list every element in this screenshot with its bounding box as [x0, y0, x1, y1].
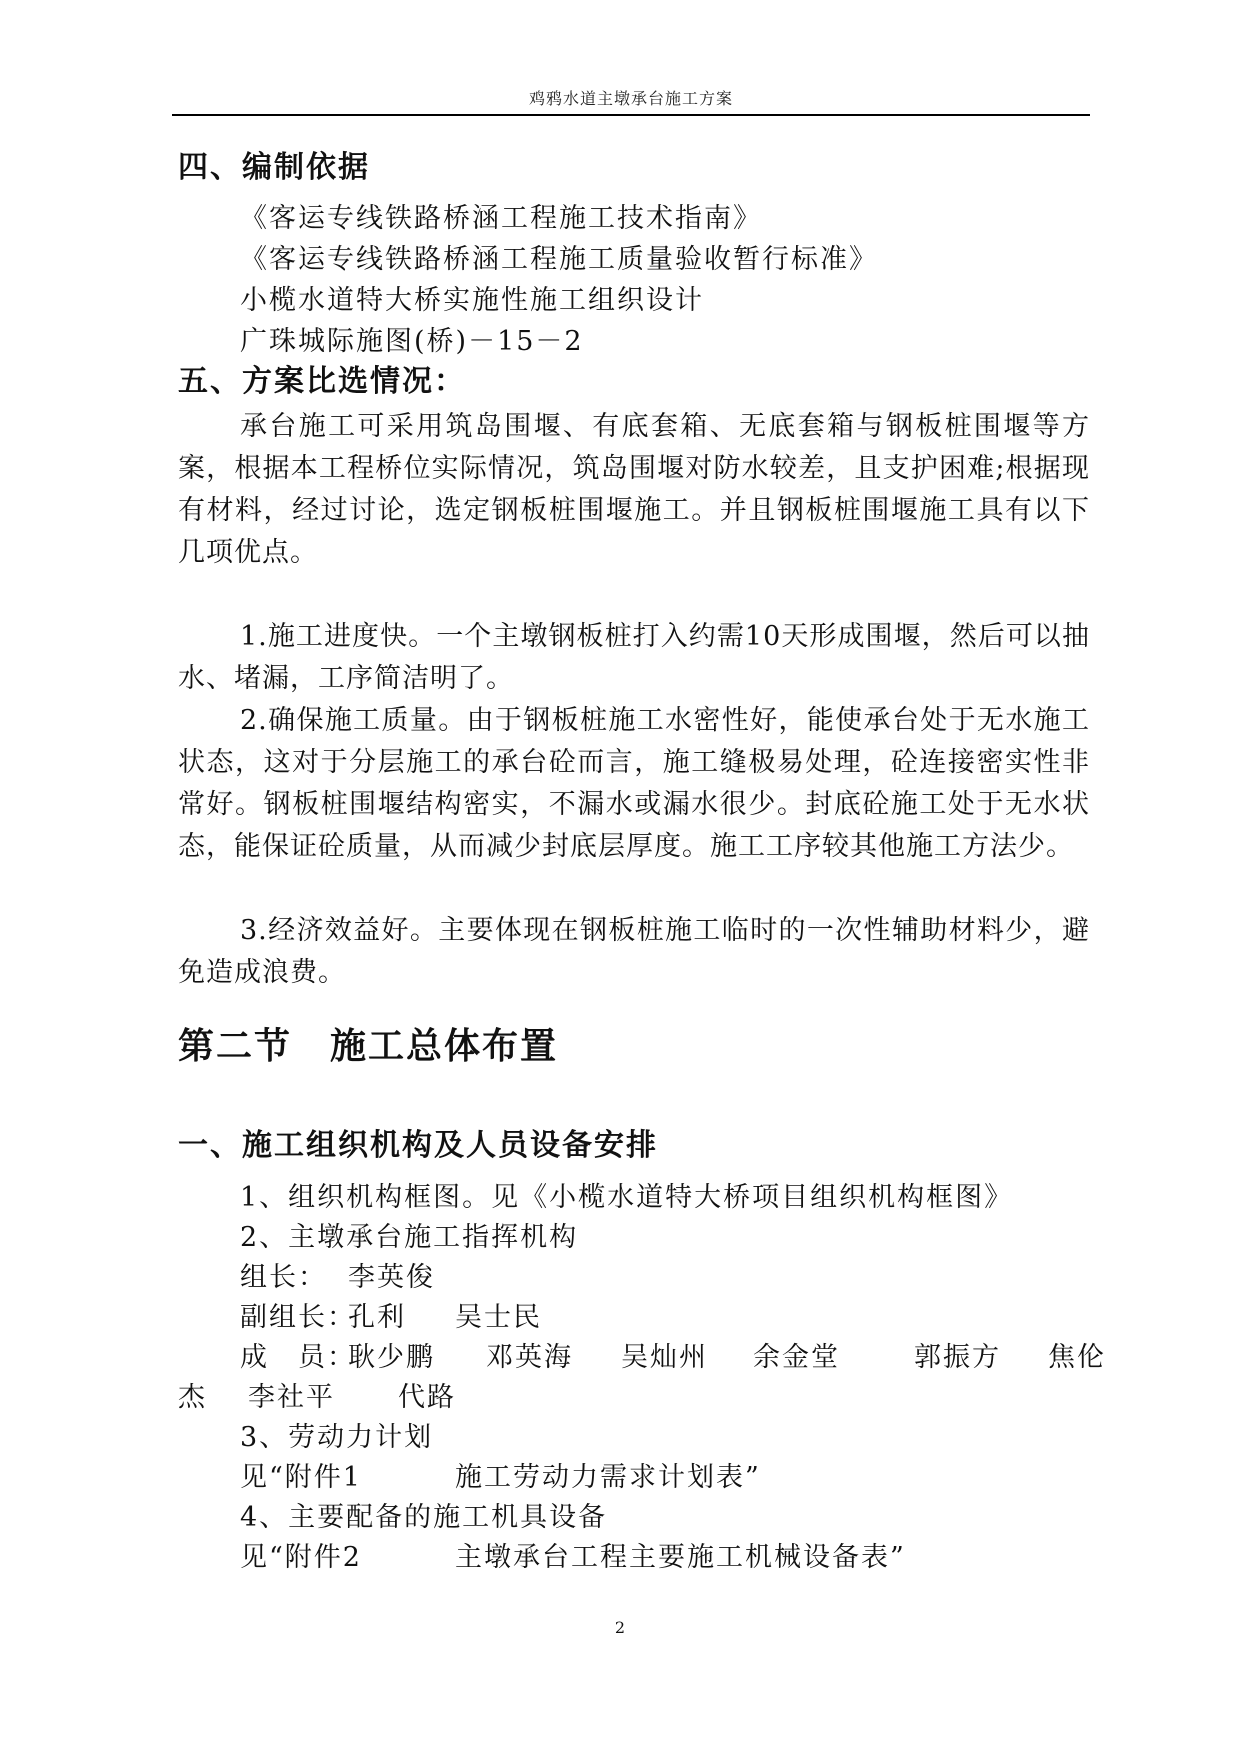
- org-item-2: 2、主墩承台施工指挥机构: [240, 1222, 579, 1253]
- members-label: 成 员：: [240, 1342, 356, 1373]
- reference-item: 《客运专线铁路桥涵工程施工技术指南》: [240, 203, 762, 234]
- member-name: 李社平: [248, 1382, 335, 1413]
- advantage-point-3: 3.经济效益好。主要体现在钢板桩施工临时的一次性辅助材料少，避免造成浪费。: [178, 915, 1090, 988]
- page-number: 2: [614, 1618, 626, 1637]
- member-name: 邓英海: [486, 1342, 573, 1373]
- deputy-name: 孔利: [348, 1302, 406, 1333]
- section1-heading: 一、施工组织机构及人员设备安排: [178, 1128, 658, 1163]
- attachment-ref-prefix: 见“附件1: [240, 1462, 362, 1493]
- member-name: 耿少鹏: [348, 1342, 435, 1373]
- advantage-point-1: 1.施工进度快。一个主墩钢板桩打入约需10天形成围堰，然后可以抽水、堵漏，工序简洁明了。: [178, 621, 1090, 694]
- section5-intro-paragraph: 承台施工可采用筑岛围堰、有底套箱、无底套箱与钢板桩围堰等方案，根据本工程桥位实际情况，筑岛围堰对防水较差，且支护困难;根据现有材料，经过讨论，选定钢板桩围堰施工。并且钢板桩围堰施工具有以下几项优点。: [178, 411, 1090, 568]
- deputy-label: 副组长：: [240, 1302, 356, 1333]
- member-name: 杰: [178, 1382, 207, 1413]
- org-item-4: 4、主要配备的施工机具设备: [240, 1502, 608, 1533]
- section5-heading: 五、方案比选情况：: [178, 364, 466, 399]
- deputy-name: 吴士民: [455, 1302, 542, 1333]
- header-rule: [172, 114, 1090, 116]
- running-header: 鸡鸦水道主墩承台施工方案: [528, 89, 733, 108]
- member-name: 代路: [398, 1382, 456, 1413]
- leader-label: 组长：: [240, 1262, 327, 1293]
- attachment-ref-title: 施工劳动力需求计划表”: [455, 1462, 761, 1493]
- member-name: 吴灿州: [621, 1342, 708, 1373]
- member-name: 余金堂: [753, 1342, 840, 1373]
- reference-item: 小榄水道特大桥实施性施工组织设计: [240, 285, 704, 316]
- member-name: 郭振方: [914, 1342, 1001, 1373]
- reference-item: 《客运专线铁路桥涵工程施工质量验收暂行标准》: [240, 244, 878, 275]
- reference-item: 广珠城际施图(桥)－15－2: [240, 326, 584, 357]
- section4-heading: 四、编制依据: [178, 150, 370, 185]
- attachment-ref-prefix: 见“附件2: [240, 1542, 362, 1573]
- attachment-ref-title: 主墩承台工程主要施工机械设备表”: [455, 1542, 906, 1573]
- advantage-point-2: 2.确保施工质量。由于钢板桩施工水密性好，能使承台处于无水施工状态，这对于分层施工的承台砼而言，施工缝极易处理，砼连接密实性非常好。钢板桩围堰结构密实，不漏水或漏水很少。封底砼施工处于无水状态，能保证砼质量，从而减少封底层厚度。施工工序较其他施工方法少。: [178, 705, 1090, 862]
- org-item-1: 1、组织机构框图。见《小榄水道特大桥项目组织机构框图》: [240, 1182, 1014, 1213]
- org-item-3: 3、劳动力计划: [240, 1422, 434, 1453]
- leader-name: 李英俊: [348, 1262, 435, 1293]
- member-name: 焦伦: [1048, 1342, 1106, 1373]
- chapter-title: 第二节 施工总体布置: [178, 1026, 559, 1067]
